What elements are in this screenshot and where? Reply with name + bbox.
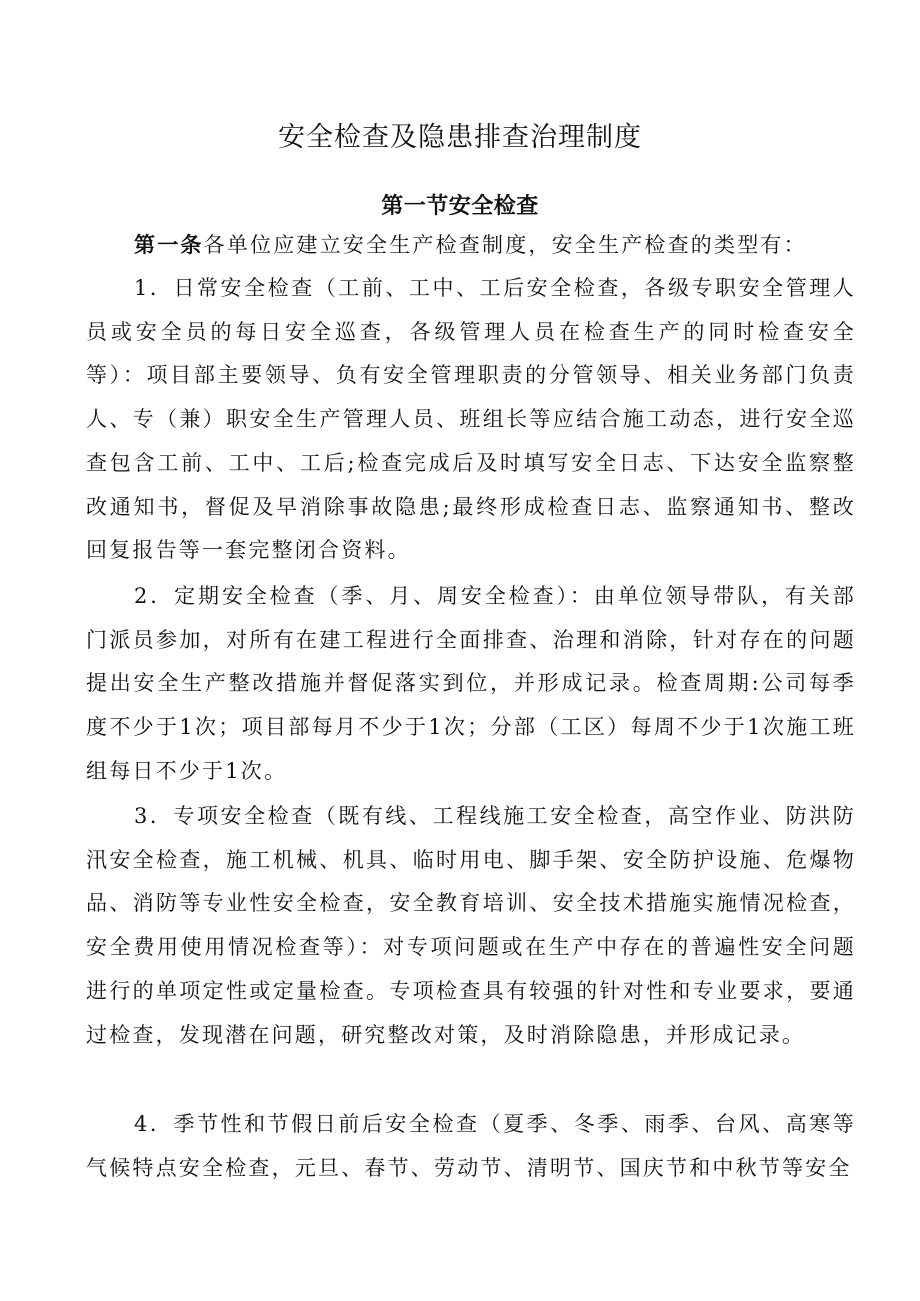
item-paragraph-4: 4．季节性和节假日前后安全检查（夏季、冬季、雨季、台风、高寒等气候特点安全检查，元旦、春节、劳动节、清明节、国庆节和中秋节等安全 — [86, 1112, 856, 1180]
item-paragraph-1: 1．日常安全检查（工前、工中、工后安全检查，各级专职安全管理人员或安全员的每日安全巡查，各级管理人员在检查生产的同时检查安全等）：项目部主要领导、负有安全管理职责的分管领导、相关业务部门负责人、专（兼）职安全生产管理人员、班组长等应结合施工动态，进行安全巡查包含工前、工中、工后;检查完成后及时填写安全日志、下达安全监察整改通知书，督促及早消除事故隐患;最终形成检查日志、监察通知书、整改回复报告等一套完整闭合资料。 — [86, 276, 856, 563]
article-paragraph — [86, 223, 856, 268]
document-title: 安全检查及隐患排查治理制度 — [278, 122, 642, 154]
article-text: 各单位应建立安全生产检查制度，安全生产检查的类型有： — [203, 233, 807, 257]
item-paragraph-2: 2．定期安全检查（季、月、周安全检查）：由单位领导带队，有关部门派员参加，对所有在建工程进行全面排查、治理和消除，针对存在的问题提出安全生产整改措施并督促落实到位，并形成记录。检查周期:公司每季度不少于1次；项目部每月不少于1次；分部（工区）每周不少于1次施工班组每日不少于1次。 — [86, 584, 856, 783]
section-title: 第一节安全检查 — [381, 193, 539, 220]
article-label: 第一条 — [134, 232, 204, 257]
item-paragraph-3: 3．专项安全检查（既有线、工程线施工安全检查，高空作业、防洪防汛安全检查，施工机械、机具、临时用电、脚手架、安全防护设施、危爆物品、消防等专业性安全检查，安全教育培训、安全技术措施实施情况检查，安全费用使用情况检查等）：对专项问题或在生产中存在的普遍性安全问题进行的单项定性或定量检查。专项检查具有较强的针对性和专业要求，要通过检查，发现潜在问题，研究整改对策，及时消除隐患，并形成记录。 — [86, 804, 856, 1047]
